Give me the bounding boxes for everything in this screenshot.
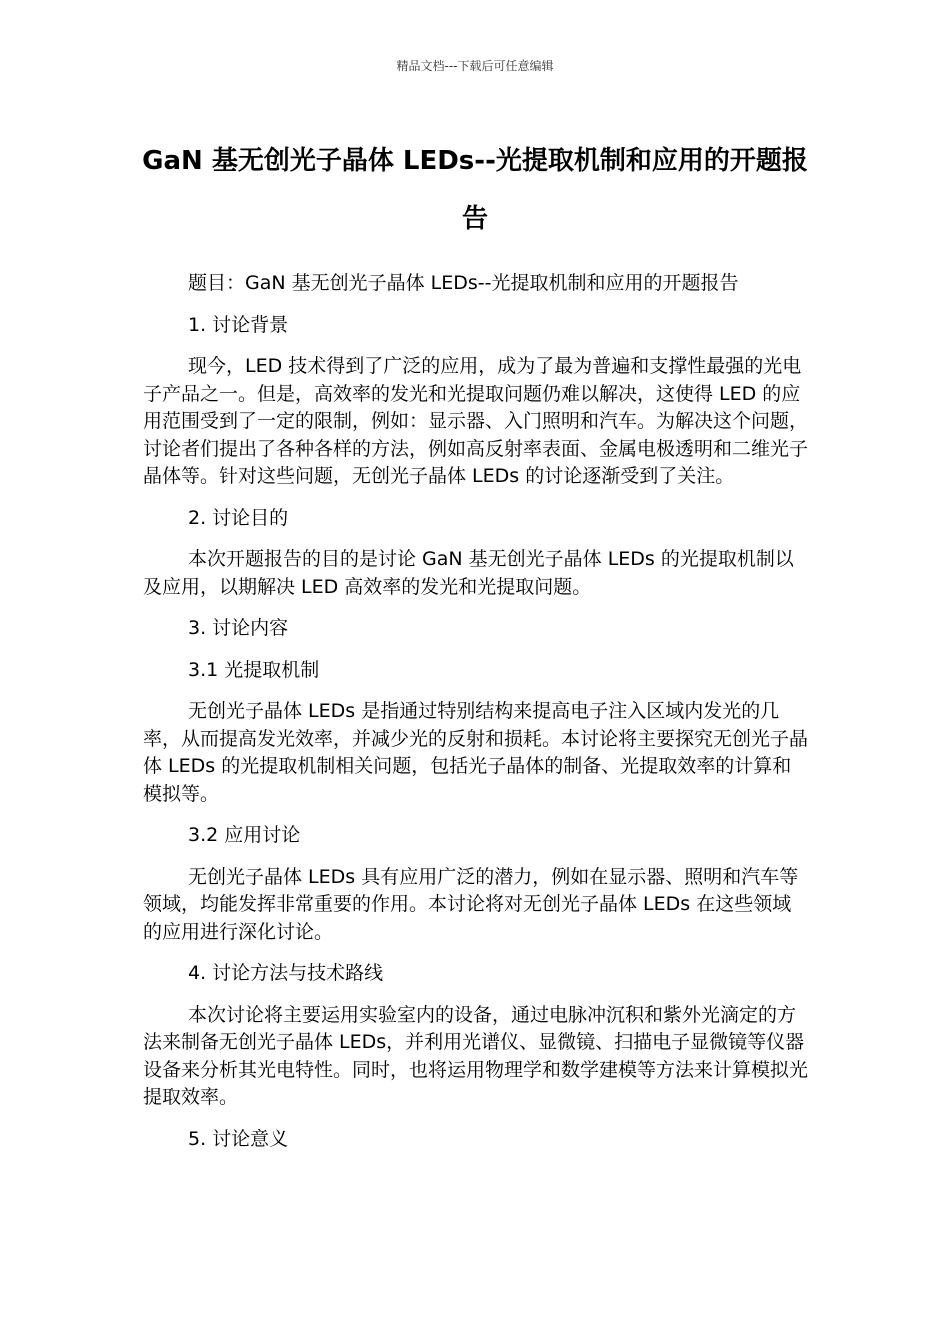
- section-3-1-paragraph: 无创光子晶体 LEDs 是指通过特别结构来提高电子注入区域内发光的几率，从而提高发光效率，并减少光的反射和损耗。本讨论将主要探究无创光子晶体 LEDs 的光提取机制相关问题，包括光子晶体的制备、光提取效率的计算和模拟等。: [143, 700, 809, 805]
- document-body: [143, 270, 808, 1153]
- section-4-paragraph: 本次讨论将主要运用实验室内的设备，通过电脉冲沉积和紫外光滴定的方法来制备无创光子晶体 LEDs，并利用光谱仪、显微镜、扫描电子显微镜等仪器设备来分析其光电特性。同时，也将运用物理学和数学建模等方法来计算模拟光提取效率。: [143, 1003, 809, 1108]
- section-5-heading: 5. 讨论意义: [188, 1127, 289, 1150]
- section-2-paragraph: 本次开题报告的目的是讨论 GaN 基无创光子晶体 LEDs 的光提取机制以及应用，以期解决 LED 高效率的发光和光提取问题。: [143, 548, 794, 598]
- page-header: 精品文档---下载后可任意编辑: [396, 59, 554, 73]
- section-1-heading: 1. 讨论背景: [188, 313, 289, 336]
- section-3-2-heading: 3.2 应用讨论: [188, 824, 301, 846]
- section-2-heading: 2. 讨论目的: [188, 506, 289, 529]
- section-3-heading: 3. 讨论内容: [188, 617, 289, 639]
- document-title: GaN 基无创光子晶体 LEDs--光提取机制和应用的开题报告: [142, 146, 808, 234]
- section-3-1-heading: 3.1 光提取机制: [188, 658, 320, 681]
- section-3-2-paragraph: 无创光子晶体 LEDs 具有应用广泛的潜力，例如在显示器、照明和汽车等领域，均能发挥非常重要的作用。本讨论将对无创光子晶体 LEDs 在这些领域的应用进行深化讨论。: [143, 865, 799, 943]
- subject-line: 题目：GaN 基无创光子晶体 LEDs--光提取机制和应用的开题报告: [188, 272, 739, 294]
- section-4-heading: 4. 讨论方法与技术路线: [188, 962, 384, 984]
- section-1-paragraph: 现今，LED 技术得到了广泛的应用，成为了最为普遍和支撑性最强的光电子产品之一。但是，高效率的发光和光提取问题仍难以解决，这使得 LED 的应用范围受到了一定的限制，例如：显示器、入门照明和汽车。为解决这个问题，讨论者们提出了各种各样的方法，例如高反射率表面、金属电极透明和二维光子晶体等。针对这些问题，无创光子晶体 LEDs 的讨论逐渐受到了关注。: [143, 355, 809, 487]
